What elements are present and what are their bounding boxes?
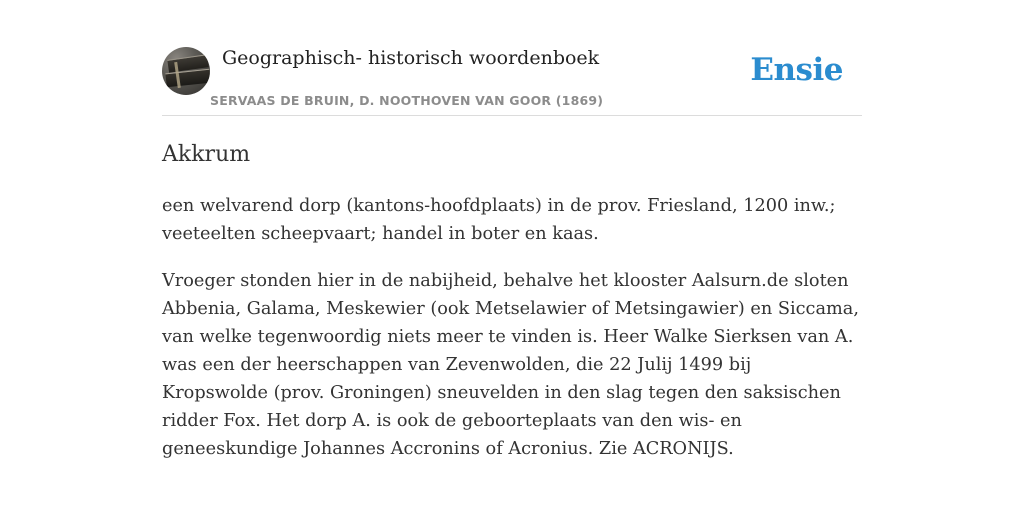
- brand-logo-link[interactable]: Ensie: [750, 52, 843, 88]
- page-header: [162, 46, 862, 116]
- book-cover-icon[interactable]: [162, 47, 210, 95]
- entry-paragraph: Vroeger stonden hier in de nabijheid, behalve het klooster Aalsurn.de sloten Abbenia, Galama, Meskewier (ook Metselawier of Metsingawier) en Siccama, van welke tegenwoordig niets meer te vinden is. Heer Walke Sierksen van A. was een der heerschappen van Zevenwolden, die 22 Julij 1499 bij Kropswolde (prov. Groningen) sneuvelden in den slag tegen den saksischen ridder Fox. Het dorp A. is ook de geboorteplaats van den wis- en geneeskundige Johannes Accronins of Acronius. Zie ACRONIJS.: [162, 271, 859, 459]
- book-title[interactable]: Geographisch- historisch woordenboek: [222, 47, 600, 69]
- entry-title: Akkrum: [162, 142, 251, 167]
- entry-body: [162, 192, 862, 482]
- book-authors: SERVAAS DE BRUIN, D. NOOTHOVEN VAN GOOR (1869): [210, 93, 604, 108]
- entry-paragraph: een welvarend dorp (kantons-hoofdplaats) in de prov. Friesland, 1200 inw.; veeteelten scheepvaart; handel in boter en kaas.: [162, 196, 836, 244]
